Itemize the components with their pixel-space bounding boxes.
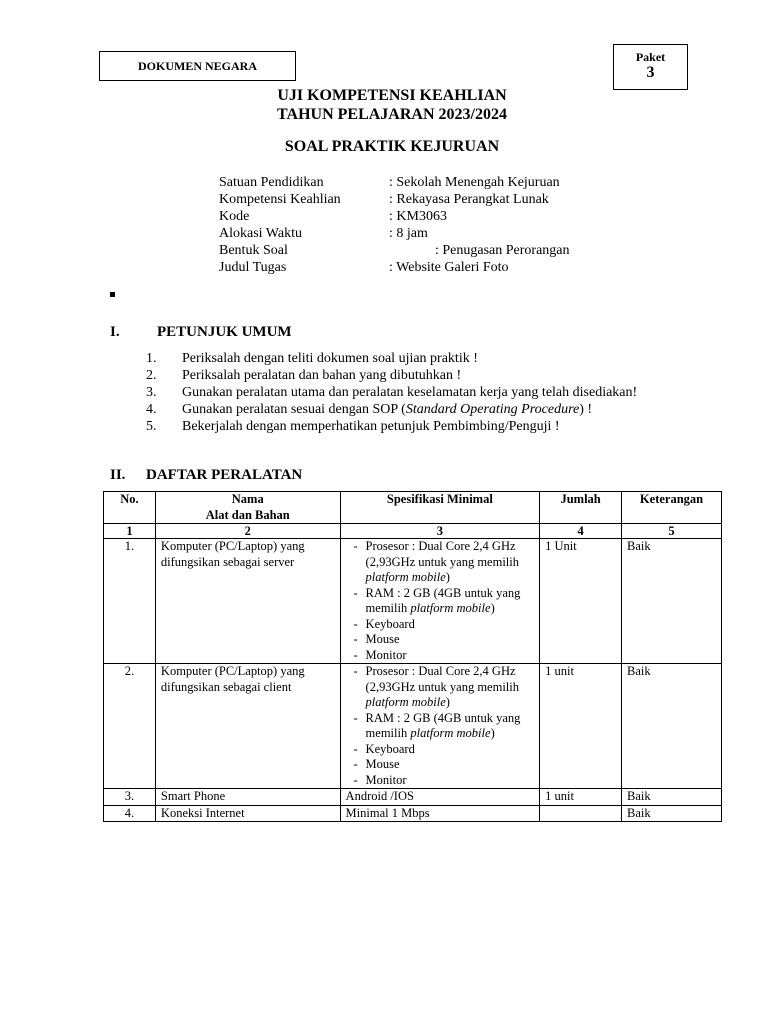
spec-list [346,664,535,788]
item-number: 3. [146,385,157,400]
index-cell: 5 [622,524,722,539]
cell-no: 4. [104,805,156,822]
cell-spec [340,664,540,789]
dash: - [353,741,358,756]
header-name-line1: Nama [231,492,264,506]
paket-box [613,44,688,90]
cell-qty [540,805,622,822]
item-number: 1. [146,351,157,366]
table-header-row [104,492,722,524]
cell-name: Komputer (PC/Laptop) yang difungsikan sebagai server [155,539,340,664]
spec-list [346,539,535,663]
spec-item [346,773,535,789]
spec-italic: platform mobile [410,601,491,615]
section-2-title: DAFTAR PERALATAN [146,467,303,483]
header-no: No. [104,492,156,524]
paket-label: Paket [635,50,666,64]
info-row-form [219,242,570,259]
info-row-school [219,174,570,191]
document-classification-box [99,51,296,81]
spec-text: Prosesor : Dual Core 2,4 GHz (2,93GHz untuk yang memilih [365,664,519,694]
info-row-competency [219,191,570,208]
info-key: Satuan Pendidikan [219,175,324,190]
header-name-line2: Alat dan Bahan [205,507,290,522]
dash: - [353,757,358,771]
header-spec: Spesifikasi Minimal [340,492,540,524]
header-name [155,492,340,524]
spec-item [346,711,535,742]
spec-text: ) [490,726,495,740]
index-cell: 2 [155,524,340,539]
info-row-task [219,259,570,276]
table-row [104,539,722,664]
index-cell: 1 [104,524,156,539]
spec-text: RAM : 2 GB (4GB untuk yang memilih [365,710,521,740]
table-row [104,664,722,789]
dash: - [353,632,358,646]
exam-title: UJI KOMPETENSI KEAHLIAN [277,87,507,104]
item-text: Periksalah dengan teliti dokumen soal ujian praktik ! [182,351,478,366]
spec-text: ) [445,695,450,709]
dash: - [353,585,358,600]
info-value: : Penugasan Perorangan [435,243,570,258]
cell-spec: Android /IOS [340,789,540,806]
cell-name: Smart Phone [155,789,340,806]
table-row [104,789,722,806]
item-text [182,401,676,418]
item-number: 2. [146,368,157,383]
info-value: : Rekayasa Perangkat Lunak [389,192,549,207]
cell-note: Baik [622,664,722,789]
spec-text: RAM : 2 GB (4GB untuk yang memilih [365,585,521,615]
spec-text: Monitor [365,647,407,662]
item-text: Bekerjalah dengan memperhatikan petunjuk Pembimbing/Penguji ! [182,419,560,434]
document-classification-label: DOKUMEN NEGARA [138,58,257,73]
info-key: Judul Tugas [219,260,287,275]
spec-italic: platform mobile [410,726,491,740]
index-cell: 3 [340,524,540,539]
item-text-part: ) ! [579,402,593,417]
spec-text: Keyboard [365,616,415,631]
info-key: Bentuk Soal [219,243,288,258]
info-row-time [219,225,570,242]
item-text-part: Gunakan peralatan sesuai dengan SOP ( [182,402,406,417]
spec-italic: platform mobile [365,570,446,584]
spec-text: Prosesor : Dual Core 2,4 GHz (2,93GHz untuk yang memilih [365,539,519,569]
cell-no: 3. [104,789,156,806]
item-text-italic: Standard Operating Procedure [405,402,580,417]
info-row-code [219,208,570,225]
spec-item [346,539,535,586]
cell-no: 1. [104,539,156,664]
spec-item [346,617,535,633]
list-item [146,350,676,367]
spec-item [346,648,535,664]
cell-no: 2. [104,664,156,789]
spec-text: ) [490,601,495,615]
exam-year: TAHUN PELAJARAN 2023/2024 [277,106,507,123]
cell-name: Koneksi Internet [155,805,340,822]
cell-spec [340,539,540,664]
dash: - [353,772,358,787]
section-1-number: I. [110,324,120,340]
spec-text: Keyboard [365,741,415,756]
cell-note: Baik [622,789,722,806]
spec-italic: platform mobile [365,695,446,709]
list-item [146,384,676,401]
list-item [146,418,676,435]
spec-item [346,632,535,648]
dash: - [353,539,358,553]
header-qty: Jumlah [540,492,622,524]
cell-qty: 1 unit [540,664,622,789]
spec-item [346,586,535,617]
dash: - [353,710,358,725]
item-text: Gunakan peralatan utama dan peralatan keselamatan kerja yang telah disediakan! [182,385,638,400]
exam-info [219,174,570,276]
instruction-list [146,350,676,435]
cell-note: Baik [622,805,722,822]
spec-item [346,757,535,773]
cell-note: Baik [622,539,722,664]
list-item [146,401,676,418]
section-2-number: II. [110,467,126,483]
cell-name: Komputer (PC/Laptop) yang difungsikan sebagai client [155,664,340,789]
header-note: Keterangan [622,492,722,524]
dash: - [353,664,358,678]
bullet-mark [110,292,115,297]
dash: - [353,647,358,662]
info-value: : Sekolah Menengah Kejuruan [389,175,560,190]
paket-number: 3 [646,64,655,81]
spec-text: Mouse [365,757,400,771]
item-text: Periksalah peralatan dan bahan yang dibutuhkan ! [182,368,462,383]
spec-item [346,664,535,711]
info-value: : KM3063 [389,209,447,224]
index-cell: 4 [540,524,622,539]
info-key: Kode [219,209,250,224]
table-index-row [104,524,722,539]
info-key: Alokasi Waktu [219,226,302,241]
info-value: : 8 jam [389,226,428,241]
section-1-title: PETUNJUK UMUM [157,324,292,340]
spec-text: Mouse [365,632,400,646]
info-key: Kompetensi Keahlian [219,192,341,207]
info-value: : Website Galeri Foto [389,260,509,275]
cell-qty: 1 unit [540,789,622,806]
spec-item [346,742,535,758]
cell-qty: 1 Unit [540,539,622,664]
item-number: 5. [146,419,157,434]
spec-text: ) [445,570,450,584]
list-item [146,367,676,384]
dash: - [353,616,358,631]
table-row [104,805,722,822]
cell-spec: Minimal 1 Mbps [340,805,540,822]
item-number: 4. [146,402,157,417]
equipment-table [103,491,722,822]
spec-text: Monitor [365,772,407,787]
exam-subtitle: SOAL PRAKTIK KEJURUAN [284,138,500,155]
